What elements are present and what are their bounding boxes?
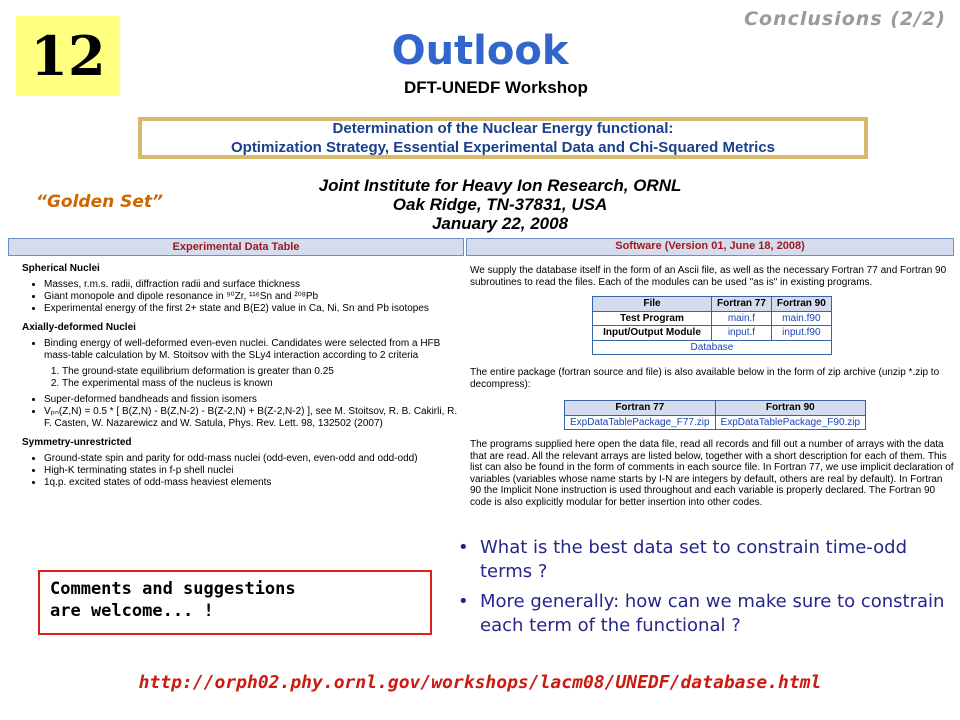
axially-deformed-heading: Axially-deformed Nuclei (22, 322, 136, 333)
question-text: What is the best data set to constrain time-odd terms ? (480, 537, 907, 582)
table-cell: Input/Output Module (593, 326, 712, 341)
experimental-data-panel (8, 238, 464, 518)
list-item: • Experimental energy of the first 2+ state and B(E2) value in Ca, Ni, Sn and Pb isotopes (44, 303, 464, 315)
source-files-table (592, 296, 832, 355)
list-item: • Giant monopole and dipole resonance in ⁹⁰Zr, ¹¹⁶Sn and ²⁰⁸Pb (44, 291, 464, 303)
table-header: File (593, 297, 712, 312)
f77-package-link[interactable]: ExpDataTablePackage_F77.zip (565, 415, 716, 430)
bullet-icon: • (458, 537, 469, 558)
venue-line-1: Joint Institute for Heavy Ion Research, ORNL (318, 176, 682, 195)
axially-deformed-list (30, 338, 464, 362)
list-item: • Binding energy of well-deformed even-even nuclei. Candidates were selected from a HFB mass-table calculation by M. Stoitsov with the SLy4 interaction according to 2 criteria (44, 338, 464, 362)
workshop-subtitle: DFT-UNEDF Workshop (404, 78, 588, 97)
table-header: Fortran 77 (712, 297, 772, 312)
table-header: Fortran 77 (565, 401, 716, 416)
spherical-nuclei-list (30, 279, 464, 315)
main-f-link[interactable]: main.f (712, 311, 772, 326)
list-item: 1. The ground-state equilibrium deformation is greater than 0.25 (62, 366, 464, 378)
banner-line-2: Optimization Strategy, Essential Experimental Data and Chi-Squared Metrics (230, 139, 776, 156)
questions-list (458, 536, 958, 644)
question-item (458, 536, 958, 584)
comments-line-2: are welcome... ! (50, 601, 214, 621)
input-f-link[interactable]: input.f (712, 326, 772, 341)
slide-number: 12 (16, 16, 120, 96)
section-label: Conclusions (2/2) (744, 8, 946, 30)
symmetry-unrestricted-heading: Symmetry-unrestricted (22, 437, 132, 448)
list-item: • Masses, r.m.s. radii, diffraction radii and surface thickness (44, 279, 464, 291)
comments-box (38, 570, 432, 635)
banner-line-1: Determination of the Nuclear Energy functional: (332, 120, 674, 137)
input-f90-link[interactable]: input.f90 (771, 326, 831, 341)
table-row (593, 326, 832, 341)
programs-paragraph: The programs supplied here open the data file, read all records and fill out a number of arrays with the data that are read. All the relevant arrays are listed below, together with a short description for each of them. This list can also be found in the form of comments in each source file. In Fortran 77, we use implicit declaration of variables (variables whose name starts by I-N are integers by default, others are real by default). In Fortran 90 the Implicit None instruction is used throughout and each variable is properly declared. The Fortran 90 code is also explicitly modular for better insertion into other codes. (470, 439, 954, 508)
criteria-list (48, 366, 464, 390)
list-item: • 1q.p. excited states of odd-mass heaviest elements (44, 477, 464, 489)
database-url[interactable]: http://orph02.phy.ornl.gov/workshops/lacm08/UNEDF/database.html (138, 672, 822, 693)
list-item: • Ground-state spin and parity for odd-mass nuclei (odd-even, even-odd and odd-odd) (44, 453, 464, 465)
venue-date: January 22, 2008 (431, 214, 569, 233)
question-text: More generally: how can we make sure to constrain each term of the functional ? (480, 591, 945, 636)
table-row (565, 415, 866, 430)
software-header: Software (Version 01, June 18, 2008) (466, 238, 954, 256)
bullet-icon: • (458, 591, 469, 612)
table-header: Fortran 90 (715, 401, 866, 416)
database-link[interactable]: Database (593, 340, 832, 355)
axially-deformed-list-continued (30, 394, 464, 430)
table-row (593, 311, 832, 326)
software-intro: We supply the database itself in the form of an Ascii file, as well as the necessary Fortran 77 and Fortran 90 subroutines to read the files. Each of the modules can be used "as is" in existing programs. (470, 265, 947, 288)
f90-package-link[interactable]: ExpDataTablePackage_F90.zip (715, 415, 866, 430)
comments-line-1: Comments and suggestions (50, 579, 296, 599)
question-item (458, 590, 958, 638)
golden-set-label: “Golden Set” (36, 192, 163, 212)
package-table (564, 400, 866, 430)
table-row (593, 340, 832, 355)
package-paragraph: The entire package (fortran source and file) is also available below in the form of zip archive (unzip *.zip to decompress): (470, 367, 940, 390)
slide-title: Outlook (391, 28, 569, 74)
list-item: • High-K terminating states in f-p shell nuclei (44, 465, 464, 477)
main-f90-link[interactable]: main.f90 (771, 311, 831, 326)
list-item: • Super-deformed bandheads and fission isomers (44, 394, 464, 406)
workshop-banner (138, 117, 868, 159)
table-header: Fortran 90 (771, 297, 831, 312)
list-item: 2. The experimental mass of the nucleus is known (62, 378, 464, 390)
spherical-nuclei-heading: Spherical Nuclei (22, 263, 100, 274)
software-panel (466, 238, 954, 520)
table-cell: Test Program (593, 311, 712, 326)
experimental-data-header: Experimental Data Table (8, 238, 464, 256)
workshop-venue (300, 176, 700, 233)
list-item: • Vₚₙ(Z,N) = 0.5 * [ B(Z,N) - B(Z,N-2) - B(Z-2,N) + B(Z-2,N-2) ], see M. Stoitsov, R. B. Cakirli, R. F. Casten, W. Nazarewicz and W. Satula, Phys. Rev. Lett. 98, 132502 (2007) (44, 406, 464, 430)
venue-line-2: Oak Ridge, TN-37831, USA (392, 195, 608, 214)
symmetry-unrestricted-list (30, 453, 464, 489)
